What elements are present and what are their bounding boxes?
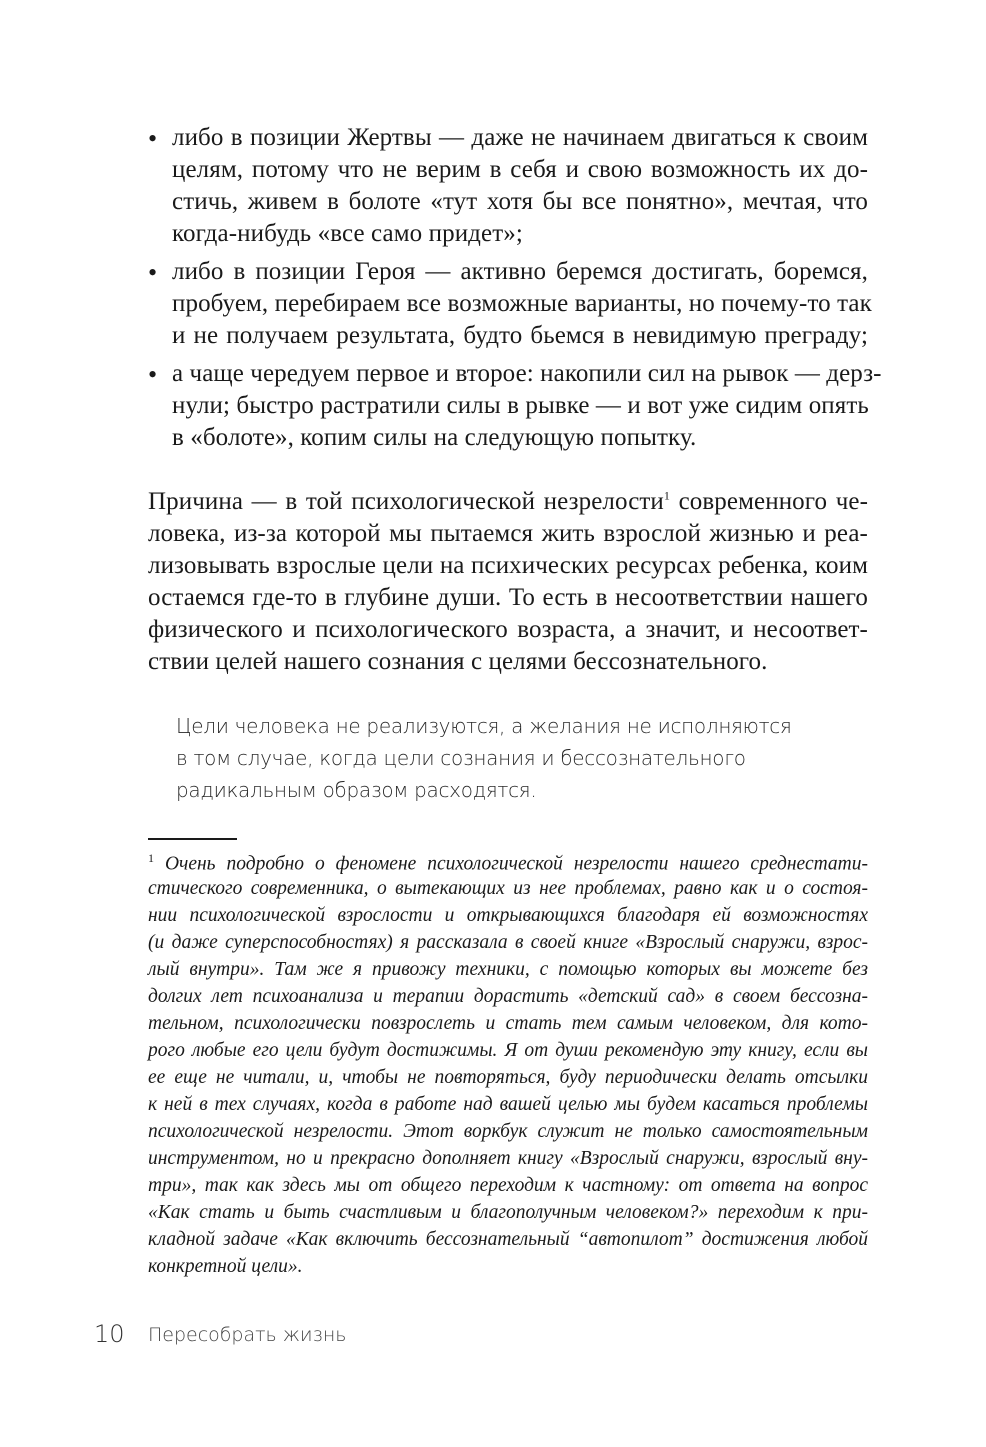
bullet-3-line-3: в «болоте», копим силы на следующую попытку.	[172, 424, 697, 451]
footnote-line-3: нии психологической взрослости и открывающихся благодаря ей возможностях	[148, 905, 868, 926]
page-number: 10	[94, 1320, 125, 1348]
footnote-line-14: «Как стать и быть счастливым и благополучным человеком?» переходим к при-	[148, 1202, 868, 1223]
paragraph-line-1-text: Причина — в той психологической незрелости	[148, 488, 664, 515]
footnote-line-8: рого любые его цели будут достижимы. Я от души рекомендую эту книгу, если вы	[148, 1040, 868, 1061]
footnote-line-15: кладной задаче «Как включить бессознательный “автопилот” достижения любой	[148, 1229, 868, 1250]
bullet-1-line-4: когда-нибудь «все само придет»;	[172, 220, 523, 247]
bullet-2-line-2: пробуем, перебираем все возможные варианты, но почему-то так	[172, 290, 872, 317]
callout-line-2: в том случае, когда цели сознания и бессознательного	[176, 746, 746, 770]
footnote-line-10: к ней в тех случаях, когда в работе над вашей целью мы будем касаться проблемы	[148, 1094, 868, 1115]
footnote-line-4: (и даже суперспособностях) я рассказала в своей книге «Взрослый снаружи, взрос-	[148, 932, 868, 953]
footnote-line-12: инструментом, но и прекрасно дополняет книгу «Взрослый снаружи, взрослый вну-	[148, 1148, 868, 1169]
footnote-line-1-text: Очень подробно о феномене психологической незрелости нашего среднестати-	[164, 853, 868, 875]
running-title: Пересобрать жизнь	[148, 1324, 347, 1346]
bullet-3-line-1: а чаще чередуем первое и второе: накопили сил на рывок — дерз-	[172, 360, 882, 387]
bullet-1-line-2: целям, потому что не верим в себя и свою возможность их до-	[172, 156, 868, 183]
footnote-line-11: психологической незрелости. Этот воркбук служит не только самостоятельным	[148, 1121, 868, 1142]
paragraph-line-1	[148, 488, 868, 516]
callout-line-1: Цели человека не реализуются, а желания не исполняются	[176, 714, 792, 738]
footnote-line-6: долгих лет психоанализа и терапии дорастить «детский сад» в своем бессозна-	[148, 986, 868, 1007]
paragraph-line-4: остаемся где-то в глубине души. То есть в несоответствии нашего	[148, 584, 868, 611]
bullet-icon: •	[148, 124, 158, 153]
footnote-separator	[148, 838, 237, 840]
footnote-reference[interactable]: 1	[663, 488, 671, 503]
footnote-line-9: ее еще не читали, и, чтобы не повторяться, буду периодически делать отсылки	[148, 1067, 868, 1088]
paragraph-line-6: ствии целей нашего сознания с целями бессознательного.	[148, 648, 768, 675]
footnote-line-1	[148, 851, 868, 876]
callout-line-3: радикальным образом расходятся.	[176, 778, 537, 802]
footnote-line-16: конкретной цели».	[148, 1256, 303, 1277]
bullet-2-line-3: и не получаем результата, будто бьемся в невидимую преграду;	[172, 322, 868, 349]
paragraph-line-3: лизовывать взрослые цели на психических ресурсах ребенка, коим	[148, 552, 868, 579]
footnote-line-5: лый внутри». Там же я привожу техники, с помощью которых вы можете без	[148, 959, 868, 980]
paragraph-line-2: ловека, из-за которой мы пытаемся жить взрослой жизнью и реа-	[148, 520, 868, 547]
bullet-2-line-1: либо в позиции Героя — активно беремся достигать, боремся,	[172, 258, 868, 285]
footnote-line-2: стического современника, о вытекающих из нее проблемах, равно как и о состоя-	[148, 878, 868, 899]
paragraph-line-5: физического и психологического возраста, а значит, и несоответ-	[148, 616, 868, 643]
bullet-1-line-1: либо в позиции Жертвы — даже не начинаем двигаться к своим	[172, 124, 868, 151]
bullet-icon: •	[148, 258, 158, 287]
footnote-line-13: три», так как здесь мы от общего переходим к частному: от ответа на вопрос	[148, 1175, 868, 1196]
footnote-line-7: тельном, психологически повзрослеть и стать тем самым человеком, для кото-	[148, 1013, 868, 1034]
bullet-3-line-2: нули; быстро растратили силы в рывке — и вот уже сидим опять	[172, 392, 869, 419]
paragraph-line-1-tail: современного че-	[670, 488, 869, 515]
footnote-number: 1	[148, 851, 154, 865]
bullet-1-line-3: стичь, живем в болоте «тут хотя бы все понятно», мечтая, что	[172, 188, 868, 215]
bullet-icon: •	[148, 360, 158, 389]
